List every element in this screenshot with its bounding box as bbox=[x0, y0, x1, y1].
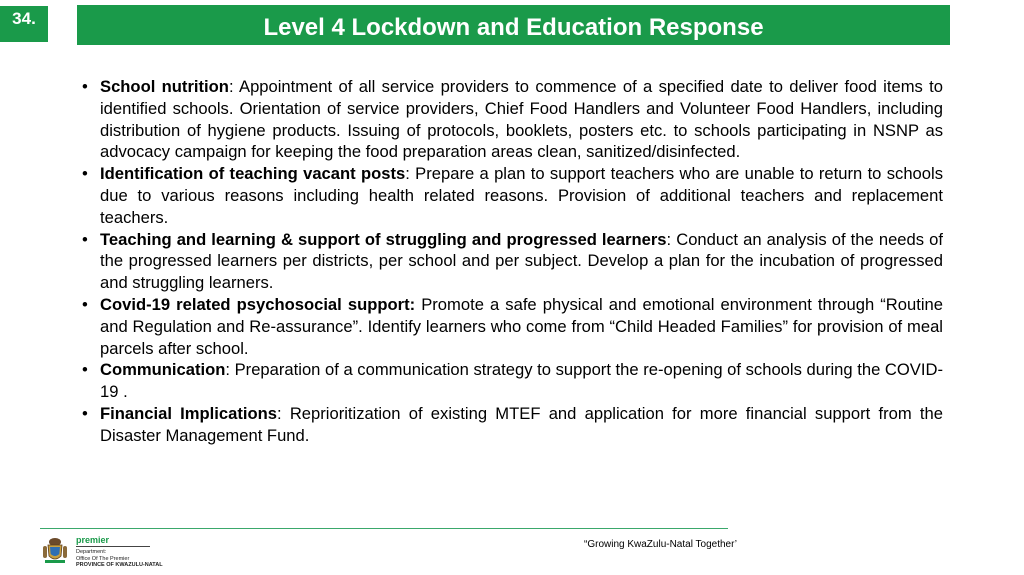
list-item bbox=[82, 359, 943, 403]
logo-rule bbox=[76, 546, 150, 547]
logo-line-3: PROVINCE OF KWAZULU-NATAL bbox=[76, 562, 163, 568]
bullet-icon: • bbox=[82, 229, 88, 249]
bullet-icon: • bbox=[82, 403, 88, 423]
item-text: : Prepare a plan to support teachers who are unable to return to schools due to various reasons including health related reasons. Provision of additional teachers and replacement teachers. bbox=[100, 164, 943, 227]
content-area bbox=[82, 76, 943, 447]
item-text: Promote a safe physical and emotional environment through “Routine and Regulation and Re-assurance”. Identify learners who come from “Child Headed Families” for provision of meal parcels after school. bbox=[100, 294, 943, 358]
list-item bbox=[82, 76, 943, 163]
list-item bbox=[82, 229, 943, 294]
title-bar bbox=[77, 5, 950, 45]
item-text: : Reprioritization of existing MTEF and application for more financial support from the Disaster Management Fund. bbox=[100, 403, 943, 445]
list-item bbox=[82, 294, 943, 359]
logo-line-1: Department: bbox=[76, 549, 107, 555]
premier-logo bbox=[40, 535, 190, 569]
bullet-list bbox=[82, 76, 943, 447]
bullet-icon: • bbox=[82, 77, 88, 96]
list-item bbox=[82, 403, 943, 447]
slide-title: Level 4 Lockdown and Education Response bbox=[263, 14, 764, 41]
item-text: : Preparation of a communication strategy to support the re-opening of schools during the COVID-19 . bbox=[100, 360, 943, 402]
item-text: : Appointment of all service providers to commence of a specified date to deliver food items to identified schools. Orientation of service providers, Chief Food Handlers and Volunteer Food Handlers, including distribution of hygiene products. Issuing of protocols, booklets, posters etc. to schools participating in NSNP as advocacy campaign for keeping the food preparation areas clean, sanitized/disinfected. bbox=[100, 77, 944, 162]
item-label: Covid-19 related psychosocial support: bbox=[100, 294, 416, 314]
item-text: : Conduct an analysis of the needs of the progressed learners per districts, per school and per subject. Develop a plan for the incubation of progressed and struggling learners. bbox=[100, 229, 943, 293]
logo-text bbox=[76, 535, 196, 569]
coat-of-arms-icon bbox=[40, 536, 70, 566]
slide-number: 34. bbox=[0, 6, 48, 42]
item-label: School nutrition bbox=[100, 77, 229, 96]
logo-line-2: Office Of The Premier bbox=[76, 555, 130, 562]
bullet-icon: • bbox=[82, 164, 88, 184]
list-item bbox=[82, 163, 943, 228]
item-label: Teaching and learning & support of struggling and progressed learners bbox=[100, 229, 667, 249]
item-label: Communication bbox=[100, 360, 226, 380]
logo-title: premier bbox=[76, 535, 110, 545]
item-label: Identification of teaching vacant posts bbox=[100, 164, 406, 184]
footer-divider bbox=[40, 528, 728, 529]
footer-tagline: “Growing KwaZulu-Natal Together’ bbox=[584, 539, 738, 550]
bullet-icon: • bbox=[82, 294, 88, 314]
item-label: Financial Implications bbox=[100, 403, 277, 423]
bullet-icon: • bbox=[82, 360, 88, 380]
